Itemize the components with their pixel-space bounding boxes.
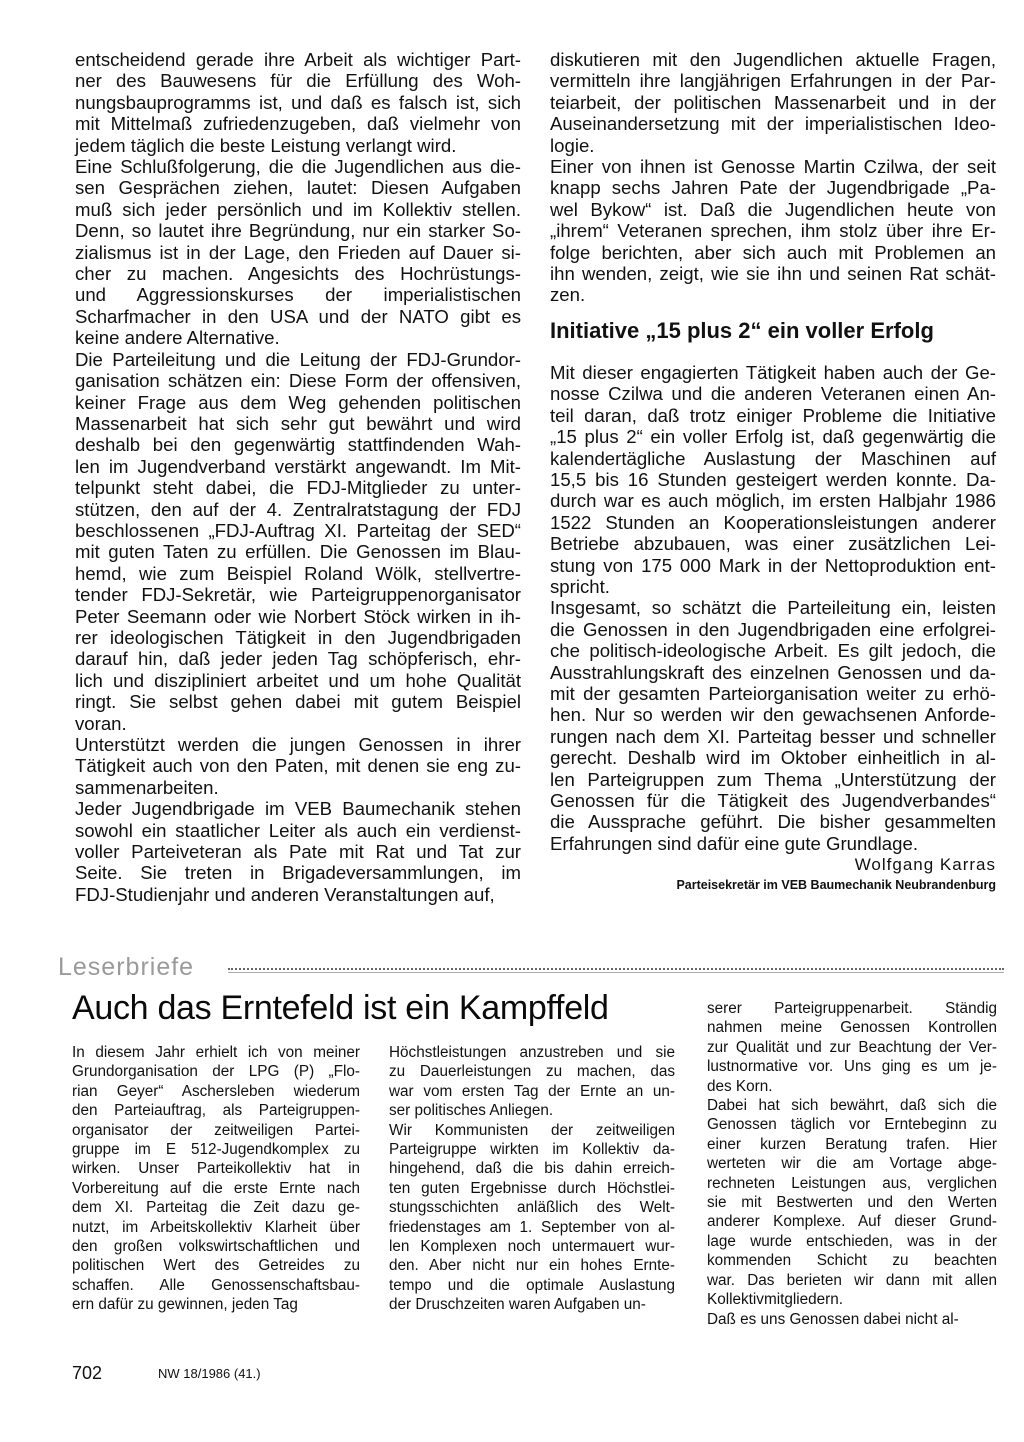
text-line: spricht. <box>550 575 610 597</box>
text-line: war vom ersten Tag der Ernte an un- <box>389 1082 675 1100</box>
text-line: hemd, wie zum Beispiel Roland Wölk, stellvertre- <box>75 562 521 584</box>
paragraph <box>707 1096 997 1309</box>
text-line: Unterstützt werden die jungen Genossen in ihrer <box>75 734 521 755</box>
text-line: deshalb bei den gegenwärtig stattfindenden Wah- <box>75 434 521 456</box>
letter-column-3 <box>707 999 997 1329</box>
text-line: teil daran, daß trotz einiger Probleme die Initiative <box>550 404 996 426</box>
text-line: voran. <box>75 712 127 734</box>
text-line: Insgesamt, so schätzt die Parteileitung ein, leisten <box>550 597 996 619</box>
text-line: muß sich jeder persönlich und im Kollektiv stellen. <box>75 198 521 220</box>
text-line: ihn wenden, zeigt, wie sie ihn und seinen Rat schät- <box>550 263 996 285</box>
text-line: Genossen für die Tätigkeit des Jugendverbandes“ <box>550 790 996 811</box>
text-line: durch war es auch möglich, im ersten Halbjahr 1986 <box>550 490 996 512</box>
text-line: mit Mittelmaß zufriedenzugeben, daß vielmehr von <box>75 113 521 135</box>
page-number: 702 <box>72 1363 103 1383</box>
paragraph <box>550 156 996 306</box>
text-line: Eine Schlußfolgerung, die die Jugendlichen aus die- <box>75 156 521 178</box>
text-line: Ausstrahlungskraft des einzelnen Genossen und da- <box>550 661 996 683</box>
text-line: lustnormative vor. Uns ging es um je- <box>707 1058 997 1076</box>
text-line: 15,5 bis 16 Stunden gesteigert werden konnte. Da- <box>550 468 996 490</box>
text-line: Denn, so lautet ihre Begründung, nur ein starker So- <box>75 220 521 242</box>
text-line: Parteigruppe wirkten im Kollektiv da- <box>389 1141 675 1159</box>
text-line: einer kurzen Beratung trafen. Hier <box>707 1135 997 1153</box>
text-line: Massenarbeit hat sich sehr gut bewährt und wird <box>75 412 521 434</box>
text-line: rian Geyer“ Aschersleben wiederum <box>72 1082 360 1100</box>
text-line: 1522 Stunden an Kooperationsleistungen anderer <box>550 511 996 533</box>
text-line: serer Parteigruppenarbeit. Ständig <box>707 1000 997 1017</box>
text-line: „ihrem“ Veteranen sprechen, ihm stolz über ihre Er- <box>550 220 996 242</box>
text-line: kommenden Schicht zu beachten <box>707 1252 997 1270</box>
text-line: kalendertägliche Auslastung der Maschinen auf <box>550 447 996 469</box>
paragraph <box>75 156 521 349</box>
text-line: werteten wir die am Vortage abge- <box>707 1155 997 1173</box>
text-line: den Parteiauftrag, als Parteigruppen- <box>72 1102 360 1120</box>
text-line: Tätigkeit auch von den Paten, mit denen sie eng zu- <box>75 755 521 777</box>
paragraph <box>707 999 997 1096</box>
text-line: len Komplexen noch untermauert wur- <box>389 1238 675 1256</box>
text-line: die Genossen in den Jugendbrigaden eine erfolgrei- <box>550 618 996 640</box>
text-line: zen. <box>550 284 586 306</box>
article-column-right-part-a <box>550 49 996 306</box>
text-line: keine andere Alternative. <box>75 327 280 349</box>
text-line: sowohl ein staatlicher Leiter als auch ein verdienst- <box>75 819 521 841</box>
text-line: politischen Wert des Getreides zu <box>72 1257 360 1275</box>
paragraph <box>389 1043 675 1121</box>
text-line: rungen nach dem XI. Parteitag besser und schneller <box>550 725 996 747</box>
text-line: Genossen täglich vor Erntebeginn zu <box>707 1116 997 1134</box>
text-line: zur Qualität und zur Beachtung der Ver- <box>707 1038 997 1056</box>
text-line: stungsschichten anläßlich des Welt- <box>389 1199 675 1217</box>
text-line: hingehend, daß die bis dahin erreich- <box>389 1160 675 1178</box>
text-line: der Druschzeiten waren Aufgaben un- <box>389 1296 646 1314</box>
text-line: Peter Seemann oder wie Norbert Stöck wirken in ih- <box>75 605 521 627</box>
text-line: nahmen meine Genossen Kontrollen <box>707 1019 997 1037</box>
text-line: Scharfmacher in den USA und der NATO gibt es <box>75 305 521 327</box>
issue-reference: NW 18/1986 (41.) <box>158 1366 261 1381</box>
text-line: Auseinandersetzung mit der imperialistischen Ideo- <box>550 113 996 135</box>
text-line: Seite. Sie treten in Brigadeversammlungen, im <box>75 862 521 884</box>
letter-column-2 <box>389 1043 675 1315</box>
rubric-label: Leserbriefe <box>58 953 195 981</box>
text-line: schaffen. Alle Genossenschaftsbau- <box>72 1276 360 1294</box>
text-line: ringt. Sie selbst gehen dabei mit gutem Beispiel <box>75 691 521 713</box>
text-line: friedenstages am 1. September von al- <box>389 1218 675 1236</box>
text-line: gerecht. Deshalb wird im Oktober einheitlich in al- <box>550 747 996 769</box>
text-line: Einer von ihnen ist Genosse Martin Czilwa, der seit <box>550 156 996 178</box>
text-line: Grundorganisation der LPG (P) „Flo- <box>72 1063 360 1081</box>
text-line: den großen volkswirtschaftlichen und <box>72 1238 360 1256</box>
article-column-right-part-b <box>550 362 996 854</box>
text-line: Erfahrungen sind dafür eine gute Grundlage. <box>550 832 918 854</box>
text-line: Betriebe abzubauen, was einer zusätzlichen Lei- <box>550 533 996 555</box>
rubric-divider <box>228 968 1004 973</box>
text-line: sammenarbeiten. <box>75 776 219 798</box>
paragraph <box>72 1043 360 1315</box>
paragraph <box>75 49 521 156</box>
text-line: Jeder Jugendbrigade im VEB Baumechanik stehen <box>75 798 521 820</box>
text-line: Kollektivmitgliedern. <box>707 1291 844 1309</box>
text-line: und Aggressionskurses der imperialistischen <box>75 284 521 306</box>
paragraph <box>75 734 521 798</box>
text-line: Mit dieser engagierten Tätigkeit haben auch der Ge- <box>550 361 996 383</box>
text-line: lich und diszipliniert arbeitet und um hohe Qualität <box>75 669 521 691</box>
text-line: Daß es uns Genossen dabei nicht al- <box>707 1310 959 1328</box>
article-subheading: Initiative „15 plus 2“ ein voller Erfolg <box>550 317 934 343</box>
text-line: logie. <box>550 134 595 156</box>
text-line: wel Bykow“ ist. Daß die Jugendlichen heute von <box>550 198 996 220</box>
text-line: ner des Bauwesens für die Erfüllung des Woh- <box>75 70 521 92</box>
text-line: stung von 175 000 Mark in der Nettoproduktion ent- <box>550 554 996 576</box>
text-line: ten guten Ergebnisse durch Höchstlei- <box>389 1179 675 1197</box>
text-line: anderer Komplexe. Auf dieser Grund- <box>707 1213 997 1231</box>
author-role: Parteisekretär im VEB Baumechanik Neubrandenburg <box>676 878 996 893</box>
text-line: lage wurde entschieden, was in der <box>707 1232 997 1250</box>
paragraph <box>550 49 996 156</box>
text-line: In diesem Jahr erhielt ich von meiner <box>72 1044 360 1061</box>
text-line: Wir Kommunisten der zeitweiligen <box>389 1121 675 1139</box>
text-line: entscheidend gerade ihre Arbeit als wichtiger Part- <box>75 49 521 70</box>
text-line: die Aussprache geführt. Die bisher gesammelten <box>550 811 996 833</box>
text-line: voller Parteiveteran als Pate mit Rat und Tat zur <box>75 841 521 863</box>
text-line: knapp sechs Jahren Pate der Jugendbrigade „Pa- <box>550 177 996 199</box>
text-line: Die Parteileitung und die Leitung der FDJ-Grundor- <box>75 348 521 370</box>
text-line: len im Jugendverband verstärkt angewandt. Im Mit- <box>75 455 521 477</box>
text-line: vermitteln ihre langjährigen Erfahrungen in der Par- <box>550 70 996 92</box>
section-rubric <box>58 953 1004 983</box>
text-line: Vorbereitung auf die erste Ernte nach <box>72 1179 360 1197</box>
text-line: ern dafür zu gewinnen, jeden Tag <box>72 1296 298 1314</box>
text-line: Dabei hat sich bewährt, daß sich die <box>707 1097 997 1115</box>
text-line: zu Dauerleistungen zu machen, das <box>389 1063 675 1081</box>
text-line: telpunkt steht dabei, die FDJ-Mitglieder zu unter- <box>75 477 521 499</box>
paragraph <box>75 349 521 734</box>
text-line: „15 plus 2“ ein voller Erfolg ist, daß gegenwärtig die <box>550 426 996 448</box>
text-line: ganisation schätzen ein: Diese Form der offensiven, <box>75 370 521 392</box>
text-line: jedem täglich die beste Leistung verlangt wird. <box>75 134 457 156</box>
text-line: gruppe im E 512-Jugendkomplex zu <box>72 1141 360 1159</box>
author-name: Wolfgang Karras <box>854 855 996 875</box>
page-footer <box>72 1363 472 1387</box>
letter-headline: Auch das Erntefeld ist ein Kampffeld <box>72 989 609 1027</box>
text-line: stützen, den auf der 4. Zentralratstagung der FDJ <box>75 498 521 520</box>
text-line: war. Das berieten wir dann mit allen <box>707 1271 997 1289</box>
text-line: rechneten Leistungen aus, verglichen <box>707 1174 997 1192</box>
text-line: FDJ-Studienjahr und anderen Veranstaltungen auf, <box>75 883 495 905</box>
text-line: nutzt, im Arbeitskollektiv Klarheit über <box>72 1218 360 1236</box>
article-column-left <box>75 49 521 905</box>
text-line: zialismus ist in der Lage, den Frieden auf Dauer si- <box>75 241 521 263</box>
text-line: diskutieren mit den Jugendlichen aktuelle Fragen, <box>550 49 996 70</box>
text-line: wirken. Unser Parteikollektiv hat in <box>72 1160 360 1178</box>
text-line: che politisch-ideologische Arbeit. Es gilt jedoch, die <box>550 640 996 662</box>
text-line: dem XI. Parteitag die Zeit dazu ge- <box>72 1199 360 1217</box>
text-line: len Parteigruppen zum Thema „Unterstützung der <box>550 768 996 790</box>
text-line: folge berichten, aber sich auch mit Problemen an <box>550 241 996 263</box>
text-line: sen Gesprächen ziehen, lautet: Diesen Aufgaben <box>75 177 521 199</box>
paragraph <box>707 1310 997 1329</box>
text-line: teiarbeit, der politischen Massenarbeit und in der <box>550 91 996 113</box>
text-line: mit der gesamten Parteiorganisation weiter zu erhö- <box>550 682 996 704</box>
paragraph <box>389 1121 675 1315</box>
text-line: tempo und die optimale Auslastung <box>389 1276 675 1294</box>
text-line: sie mit Bestwerten und den Werten <box>707 1194 997 1212</box>
paragraph <box>75 798 521 905</box>
text-line: tender FDJ-Sekretär, wie Parteigruppenorganisator <box>75 584 521 606</box>
text-line: beschlossenen „FDJ-Auftrag XI. Parteitag der SED“ <box>75 519 521 541</box>
paragraph <box>550 362 996 597</box>
text-line: des Korn. <box>707 1077 773 1095</box>
article-column-right <box>550 49 996 894</box>
text-line: den. Aber nicht nur ein hohes Ernte- <box>389 1257 675 1275</box>
text-line: rer ideologischen Tätigkeit in den Jugendbrigaden <box>75 626 521 648</box>
text-line: darauf hin, daß jeder jeden Tag schöpferisch, ehr- <box>75 648 521 670</box>
text-line: Höchstleistungen anzustreben und sie <box>389 1044 675 1061</box>
paragraph <box>550 597 996 854</box>
text-line: nosse Czilwa und die anderen Veteranen einen An- <box>550 383 996 405</box>
text-line: hen. Nur so werden wir den gewachsenen Anforde- <box>550 704 996 726</box>
text-line: mit guten Taten zu erfüllen. Die Genossen im Blau- <box>75 541 521 563</box>
text-line: organisator der zeitweiligen Partei- <box>72 1121 360 1139</box>
letter-column-1 <box>72 1043 360 1315</box>
text-line: keiner Frage aus dem Weg gehenden politischen <box>75 391 521 413</box>
text-line: ser politisches Anliegen. <box>389 1102 554 1120</box>
text-line: nungsbauprogramms ist, und daß es falsch ist, sich <box>75 91 521 113</box>
text-line: cher zu machen. Angesichts des Hochrüstungs- <box>75 263 521 285</box>
